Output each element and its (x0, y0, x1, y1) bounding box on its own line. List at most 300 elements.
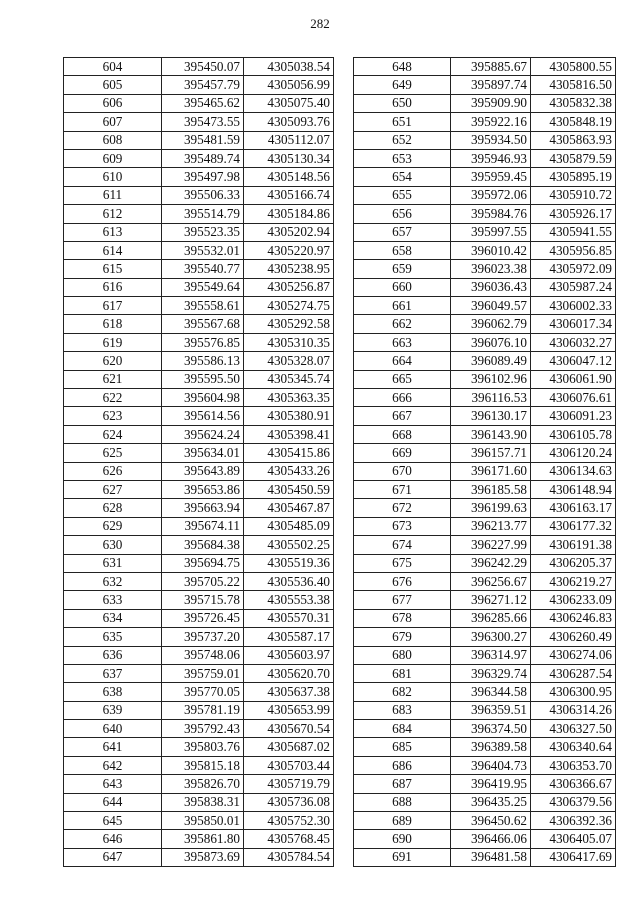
y-coordinate-cell: 4305768.45 (244, 830, 334, 848)
table-row (354, 812, 616, 830)
point-number-cell: 634 (64, 609, 162, 627)
x-coordinate-cell: 395694.75 (162, 554, 244, 572)
x-coordinate-cell: 395873.69 (162, 848, 244, 866)
point-number-cell: 618 (64, 315, 162, 333)
x-coordinate-cell: 395759.01 (162, 664, 244, 682)
point-number-cell: 648 (354, 58, 451, 76)
point-number-cell: 636 (64, 646, 162, 664)
table-row (64, 407, 334, 425)
y-coordinate-cell: 4305292.58 (244, 315, 334, 333)
y-coordinate-cell: 4305328.07 (244, 352, 334, 370)
table-row (64, 315, 334, 333)
point-number-cell: 656 (354, 205, 451, 223)
x-coordinate-cell: 395532.01 (162, 241, 244, 259)
x-coordinate-cell: 395885.67 (451, 58, 531, 76)
x-coordinate-cell: 396374.50 (451, 720, 531, 738)
y-coordinate-cell: 4305166.74 (244, 186, 334, 204)
point-number-cell: 664 (354, 352, 451, 370)
point-number-cell: 632 (64, 572, 162, 590)
x-coordinate-cell: 395465.62 (162, 94, 244, 112)
x-coordinate-cell: 396213.77 (451, 517, 531, 535)
point-number-cell: 641 (64, 738, 162, 756)
point-number-cell: 670 (354, 462, 451, 480)
y-coordinate-cell: 4306177.32 (531, 517, 616, 535)
x-coordinate-cell: 395946.93 (451, 149, 531, 167)
y-coordinate-cell: 4305910.72 (531, 186, 616, 204)
x-coordinate-cell: 396130.17 (451, 407, 531, 425)
point-number-cell: 621 (64, 370, 162, 388)
x-coordinate-cell: 396010.42 (451, 241, 531, 259)
table-row (64, 756, 334, 774)
point-number-cell: 633 (64, 591, 162, 609)
table-row (354, 131, 616, 149)
y-coordinate-cell: 4305719.79 (244, 775, 334, 793)
y-coordinate-cell: 4305363.35 (244, 389, 334, 407)
y-coordinate-cell: 4306134.63 (531, 462, 616, 480)
point-number-cell: 652 (354, 131, 451, 149)
y-coordinate-cell: 4306274.06 (531, 646, 616, 664)
table-row (64, 462, 334, 480)
point-number-cell: 663 (354, 333, 451, 351)
x-coordinate-cell: 395614.56 (162, 407, 244, 425)
x-coordinate-cell: 395838.31 (162, 793, 244, 811)
y-coordinate-cell: 4305238.95 (244, 260, 334, 278)
table-row (354, 113, 616, 131)
y-coordinate-cell: 4306300.95 (531, 683, 616, 701)
table-row (354, 407, 616, 425)
y-coordinate-cell: 4305736.08 (244, 793, 334, 811)
table-row (354, 241, 616, 259)
point-number-cell: 689 (354, 812, 451, 830)
table-row (354, 572, 616, 590)
y-coordinate-cell: 4306047.12 (531, 352, 616, 370)
point-number-cell: 665 (354, 370, 451, 388)
y-coordinate-cell: 4305130.34 (244, 149, 334, 167)
x-coordinate-cell: 395792.43 (162, 720, 244, 738)
x-coordinate-cell: 396466.06 (451, 830, 531, 848)
y-coordinate-cell: 4305687.02 (244, 738, 334, 756)
y-coordinate-cell: 4305752.30 (244, 812, 334, 830)
point-number-cell: 688 (354, 793, 451, 811)
y-coordinate-cell: 4305784.54 (244, 848, 334, 866)
y-coordinate-cell: 4306219.27 (531, 572, 616, 590)
y-coordinate-cell: 4305895.19 (531, 168, 616, 186)
table-row (354, 720, 616, 738)
x-coordinate-cell: 396185.58 (451, 480, 531, 498)
y-coordinate-cell: 4306233.09 (531, 591, 616, 609)
point-number-cell: 608 (64, 131, 162, 149)
table-row (64, 830, 334, 848)
x-coordinate-cell: 395624.24 (162, 425, 244, 443)
point-number-cell: 675 (354, 554, 451, 572)
point-number-cell: 604 (64, 58, 162, 76)
x-coordinate-cell: 395815.18 (162, 756, 244, 774)
y-coordinate-cell: 4305848.19 (531, 113, 616, 131)
point-number-cell: 680 (354, 646, 451, 664)
y-coordinate-cell: 4305587.17 (244, 628, 334, 646)
x-coordinate-cell: 395826.70 (162, 775, 244, 793)
table-row (354, 591, 616, 609)
table-row (64, 333, 334, 351)
point-number-cell: 659 (354, 260, 451, 278)
point-number-cell: 605 (64, 76, 162, 94)
x-coordinate-cell: 395726.45 (162, 609, 244, 627)
y-coordinate-cell: 4305502.25 (244, 536, 334, 554)
x-coordinate-cell: 396481.58 (451, 848, 531, 866)
x-coordinate-cell: 396049.57 (451, 297, 531, 315)
y-coordinate-cell: 4305345.74 (244, 370, 334, 388)
point-number-cell: 614 (64, 241, 162, 259)
table-row (354, 352, 616, 370)
point-number-cell: 671 (354, 480, 451, 498)
y-coordinate-cell: 4305941.55 (531, 223, 616, 241)
table-row (64, 94, 334, 112)
y-coordinate-cell: 4305310.35 (244, 333, 334, 351)
y-coordinate-cell: 4305620.70 (244, 664, 334, 682)
x-coordinate-cell: 396359.51 (451, 701, 531, 719)
y-coordinate-cell: 4306032.27 (531, 333, 616, 351)
y-coordinate-cell: 4305879.59 (531, 149, 616, 167)
table-row (64, 775, 334, 793)
point-number-cell: 631 (64, 554, 162, 572)
y-coordinate-cell: 4305433.26 (244, 462, 334, 480)
table-row (354, 315, 616, 333)
x-coordinate-cell: 395909.90 (451, 94, 531, 112)
table-row (64, 444, 334, 462)
point-number-cell: 626 (64, 462, 162, 480)
point-number-cell: 660 (354, 278, 451, 296)
table-row (354, 333, 616, 351)
x-coordinate-cell: 395972.06 (451, 186, 531, 204)
y-coordinate-cell: 4305956.85 (531, 241, 616, 259)
point-number-cell: 627 (64, 480, 162, 498)
y-coordinate-cell: 4305703.44 (244, 756, 334, 774)
table-row (64, 646, 334, 664)
y-coordinate-cell: 4305148.56 (244, 168, 334, 186)
table-row (354, 517, 616, 535)
table-row (354, 480, 616, 498)
coordinates-table-left (63, 57, 334, 867)
table-row (354, 425, 616, 443)
point-number-cell: 683 (354, 701, 451, 719)
point-number-cell: 678 (354, 609, 451, 627)
point-number-cell: 637 (64, 664, 162, 682)
table-row (64, 58, 334, 76)
table-row (354, 536, 616, 554)
point-number-cell: 654 (354, 168, 451, 186)
y-coordinate-cell: 4306191.38 (531, 536, 616, 554)
point-number-cell: 653 (354, 149, 451, 167)
point-number-cell: 638 (64, 683, 162, 701)
point-number-cell: 612 (64, 205, 162, 223)
point-number-cell: 630 (64, 536, 162, 554)
x-coordinate-cell: 396450.62 (451, 812, 531, 830)
x-coordinate-cell: 396199.63 (451, 499, 531, 517)
x-coordinate-cell: 395514.79 (162, 205, 244, 223)
x-coordinate-cell: 396157.71 (451, 444, 531, 462)
y-coordinate-cell: 4305380.91 (244, 407, 334, 425)
point-number-cell: 610 (64, 168, 162, 186)
point-number-cell: 639 (64, 701, 162, 719)
point-number-cell: 649 (354, 76, 451, 94)
x-coordinate-cell: 396389.58 (451, 738, 531, 756)
table-row (64, 480, 334, 498)
table-row (354, 76, 616, 94)
y-coordinate-cell: 4306327.50 (531, 720, 616, 738)
x-coordinate-cell: 395634.01 (162, 444, 244, 462)
y-coordinate-cell: 4306091.23 (531, 407, 616, 425)
point-number-cell: 645 (64, 812, 162, 830)
table-row (64, 223, 334, 241)
y-coordinate-cell: 4306379.56 (531, 793, 616, 811)
x-coordinate-cell: 395540.77 (162, 260, 244, 278)
x-coordinate-cell: 396227.99 (451, 536, 531, 554)
y-coordinate-cell: 4305832.38 (531, 94, 616, 112)
y-coordinate-cell: 4306405.07 (531, 830, 616, 848)
x-coordinate-cell: 395481.59 (162, 131, 244, 149)
y-coordinate-cell: 4305220.97 (244, 241, 334, 259)
x-coordinate-cell: 395959.45 (451, 168, 531, 186)
table-row (354, 701, 616, 719)
point-number-cell: 657 (354, 223, 451, 241)
y-coordinate-cell: 4306246.83 (531, 609, 616, 627)
table-row (354, 848, 616, 866)
x-coordinate-cell: 395567.68 (162, 315, 244, 333)
y-coordinate-cell: 4305519.36 (244, 554, 334, 572)
table-row (354, 793, 616, 811)
x-coordinate-cell: 396116.53 (451, 389, 531, 407)
point-number-cell: 691 (354, 848, 451, 866)
table-row (64, 738, 334, 756)
table-row (64, 131, 334, 149)
x-coordinate-cell: 396242.29 (451, 554, 531, 572)
y-coordinate-cell: 4305553.38 (244, 591, 334, 609)
point-number-cell: 662 (354, 315, 451, 333)
y-coordinate-cell: 4305038.54 (244, 58, 334, 76)
y-coordinate-cell: 4306017.34 (531, 315, 616, 333)
point-number-cell: 681 (354, 664, 451, 682)
x-coordinate-cell: 395737.20 (162, 628, 244, 646)
x-coordinate-cell: 395586.13 (162, 352, 244, 370)
y-coordinate-cell: 4306105.78 (531, 425, 616, 443)
table-row (354, 205, 616, 223)
table-row (354, 168, 616, 186)
point-number-cell: 607 (64, 113, 162, 131)
x-coordinate-cell: 396023.38 (451, 260, 531, 278)
table-row (354, 94, 616, 112)
y-coordinate-cell: 4305398.41 (244, 425, 334, 443)
point-number-cell: 647 (64, 848, 162, 866)
table-row (354, 223, 616, 241)
x-coordinate-cell: 395674.11 (162, 517, 244, 535)
table-row (64, 425, 334, 443)
table-row (354, 775, 616, 793)
y-coordinate-cell: 4306287.54 (531, 664, 616, 682)
point-number-cell: 677 (354, 591, 451, 609)
x-coordinate-cell: 396089.49 (451, 352, 531, 370)
point-number-cell: 669 (354, 444, 451, 462)
x-coordinate-cell: 395748.06 (162, 646, 244, 664)
point-number-cell: 620 (64, 352, 162, 370)
table-row (64, 609, 334, 627)
point-number-cell: 690 (354, 830, 451, 848)
y-coordinate-cell: 4306061.90 (531, 370, 616, 388)
x-coordinate-cell: 395897.74 (451, 76, 531, 94)
table-row (64, 572, 334, 590)
y-coordinate-cell: 4305467.87 (244, 499, 334, 517)
x-coordinate-cell: 395506.33 (162, 186, 244, 204)
table-row (64, 241, 334, 259)
y-coordinate-cell: 4305202.94 (244, 223, 334, 241)
point-number-cell: 642 (64, 756, 162, 774)
page-number: 282 (310, 16, 330, 31)
y-coordinate-cell: 4305863.93 (531, 131, 616, 149)
point-number-cell: 606 (64, 94, 162, 112)
x-coordinate-cell: 396285.66 (451, 609, 531, 627)
x-coordinate-cell: 395489.74 (162, 149, 244, 167)
table-row (64, 701, 334, 719)
point-number-cell: 655 (354, 186, 451, 204)
x-coordinate-cell: 396036.43 (451, 278, 531, 296)
point-number-cell: 635 (64, 628, 162, 646)
table-row (354, 554, 616, 572)
y-coordinate-cell: 4305816.50 (531, 76, 616, 94)
x-coordinate-cell: 395497.98 (162, 168, 244, 186)
y-coordinate-cell: 4305450.59 (244, 480, 334, 498)
point-number-cell: 619 (64, 333, 162, 351)
y-coordinate-cell: 4306314.26 (531, 701, 616, 719)
y-coordinate-cell: 4306392.36 (531, 812, 616, 830)
y-coordinate-cell: 4305972.09 (531, 260, 616, 278)
x-coordinate-cell: 395523.35 (162, 223, 244, 241)
point-number-cell: 650 (354, 94, 451, 112)
point-number-cell: 616 (64, 278, 162, 296)
table-row (64, 554, 334, 572)
table-row (64, 720, 334, 738)
y-coordinate-cell: 4306148.94 (531, 480, 616, 498)
y-coordinate-cell: 4306340.64 (531, 738, 616, 756)
table-row (64, 848, 334, 866)
x-coordinate-cell: 395595.50 (162, 370, 244, 388)
point-number-cell: 629 (64, 517, 162, 535)
table-row (354, 628, 616, 646)
point-number-cell: 687 (354, 775, 451, 793)
point-number-cell: 666 (354, 389, 451, 407)
point-number-cell: 674 (354, 536, 451, 554)
y-coordinate-cell: 4306120.24 (531, 444, 616, 462)
x-coordinate-cell: 395934.50 (451, 131, 531, 149)
table-row (64, 149, 334, 167)
point-number-cell: 661 (354, 297, 451, 315)
table-row (354, 297, 616, 315)
x-coordinate-cell: 396271.12 (451, 591, 531, 609)
x-coordinate-cell: 395549.64 (162, 278, 244, 296)
point-number-cell: 628 (64, 499, 162, 517)
table-row (354, 444, 616, 462)
table-row (64, 76, 334, 94)
point-number-cell: 668 (354, 425, 451, 443)
y-coordinate-cell: 4305570.31 (244, 609, 334, 627)
point-number-cell: 613 (64, 223, 162, 241)
y-coordinate-cell: 4306002.33 (531, 297, 616, 315)
table-row (64, 389, 334, 407)
y-coordinate-cell: 4306205.37 (531, 554, 616, 572)
point-number-cell: 644 (64, 793, 162, 811)
x-coordinate-cell: 396171.60 (451, 462, 531, 480)
y-coordinate-cell: 4306260.49 (531, 628, 616, 646)
point-number-cell: 667 (354, 407, 451, 425)
x-coordinate-cell: 396344.58 (451, 683, 531, 701)
table-row (64, 352, 334, 370)
point-number-cell: 640 (64, 720, 162, 738)
y-coordinate-cell: 4305653.99 (244, 701, 334, 719)
y-coordinate-cell: 4306353.70 (531, 756, 616, 774)
table-row (64, 591, 334, 609)
point-number-cell: 651 (354, 113, 451, 131)
x-coordinate-cell: 395984.76 (451, 205, 531, 223)
y-coordinate-cell: 4305637.38 (244, 683, 334, 701)
x-coordinate-cell: 396404.73 (451, 756, 531, 774)
y-coordinate-cell: 4305670.54 (244, 720, 334, 738)
x-coordinate-cell: 395922.16 (451, 113, 531, 131)
x-coordinate-cell: 395663.94 (162, 499, 244, 517)
point-number-cell: 684 (354, 720, 451, 738)
point-number-cell: 672 (354, 499, 451, 517)
point-number-cell: 611 (64, 186, 162, 204)
point-number-cell: 685 (354, 738, 451, 756)
y-coordinate-cell: 4305536.40 (244, 572, 334, 590)
point-number-cell: 624 (64, 425, 162, 443)
table-row (64, 664, 334, 682)
table-row (354, 370, 616, 388)
point-number-cell: 622 (64, 389, 162, 407)
table-row (354, 646, 616, 664)
x-coordinate-cell: 395457.79 (162, 76, 244, 94)
y-coordinate-cell: 4305415.86 (244, 444, 334, 462)
table-row (64, 297, 334, 315)
x-coordinate-cell: 395558.61 (162, 297, 244, 315)
table-row (64, 186, 334, 204)
x-coordinate-cell: 396419.95 (451, 775, 531, 793)
y-coordinate-cell: 4305926.17 (531, 205, 616, 223)
x-coordinate-cell: 395684.38 (162, 536, 244, 554)
point-number-cell: 623 (64, 407, 162, 425)
table-row (354, 664, 616, 682)
table-row (354, 389, 616, 407)
table-row (64, 260, 334, 278)
x-coordinate-cell: 395715.78 (162, 591, 244, 609)
x-coordinate-cell: 395450.07 (162, 58, 244, 76)
table-row (64, 628, 334, 646)
point-number-cell: 617 (64, 297, 162, 315)
point-number-cell: 679 (354, 628, 451, 646)
point-number-cell: 643 (64, 775, 162, 793)
y-coordinate-cell: 4305075.40 (244, 94, 334, 112)
y-coordinate-cell: 4305256.87 (244, 278, 334, 296)
x-coordinate-cell: 395576.85 (162, 333, 244, 351)
x-coordinate-cell: 395643.89 (162, 462, 244, 480)
x-coordinate-cell: 395850.01 (162, 812, 244, 830)
x-coordinate-cell: 395861.80 (162, 830, 244, 848)
x-coordinate-cell: 395473.55 (162, 113, 244, 131)
y-coordinate-cell: 4305603.97 (244, 646, 334, 664)
table-row (354, 149, 616, 167)
x-coordinate-cell: 395770.05 (162, 683, 244, 701)
table-row (354, 58, 616, 76)
table-row (354, 609, 616, 627)
table-row (354, 186, 616, 204)
y-coordinate-cell: 4305800.55 (531, 58, 616, 76)
